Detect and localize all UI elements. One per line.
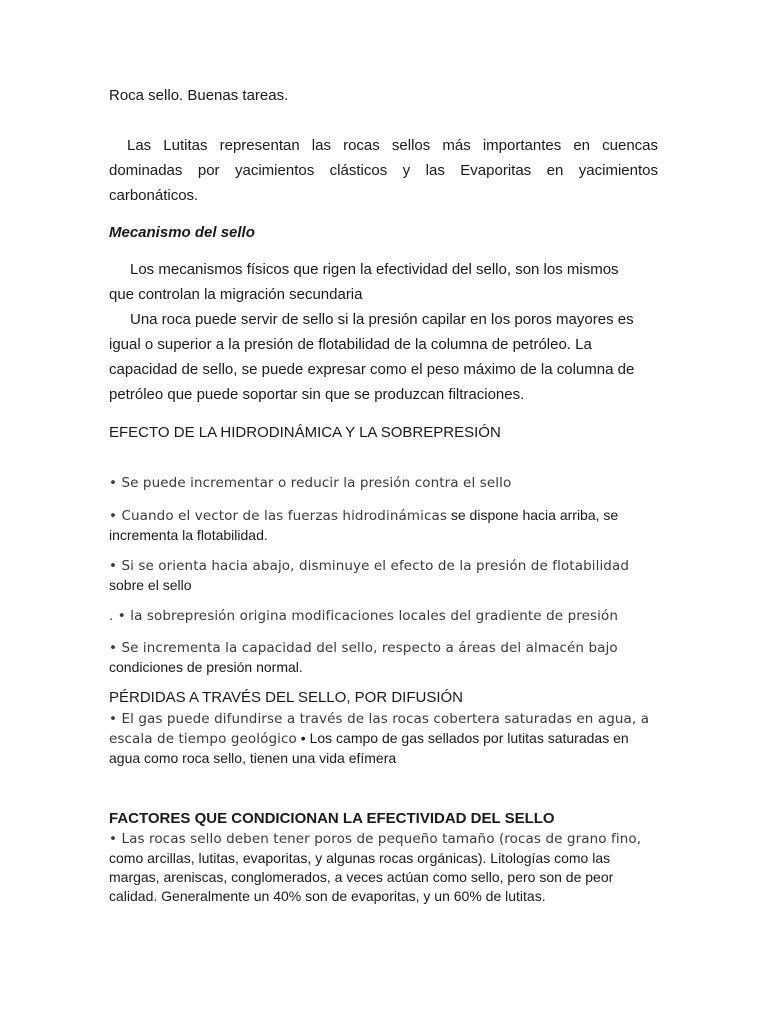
factores-paragraph: [109, 829, 658, 906]
intro-line-3: carbonáticos.: [109, 187, 199, 204]
efecto-bullet-5: [109, 638, 658, 677]
factores-part-a: • Las rocas sello deben tener poros de pequeño tamaño (rocas de grano fino,: [109, 831, 642, 847]
efecto-bullet-2: [109, 506, 658, 545]
efecto-heading: EFECTO DE LA HIDRODINÁMICA Y LA SOBREPRESIÓN: [109, 424, 501, 441]
efecto-bullet-3-part-b: sobre el sello: [109, 577, 192, 593]
mecanismo-heading: Mecanismo del sello: [109, 224, 255, 241]
factores-heading: FACTORES QUE CONDICIONAN LA EFECTIVIDAD DEL SELLO: [109, 810, 555, 827]
efecto-bullet-5-part-a: • Se incrementa la capacidad del sello, respecto a áreas del almacén bajo: [109, 640, 618, 656]
perdidas-part-b: • Los campo de gas sellados por lutitas saturadas en agua como roca sello, tienen una vida efímera: [109, 730, 629, 766]
intro-paragraph: [109, 133, 658, 208]
efecto-bullet-3-part-a: • Si se orienta hacia abajo, disminuye el efecto de la presión de flotabilidad: [109, 558, 630, 574]
mecanismo-p2-line-2: igual o superior a la presión de flotabilidad de la columna de petróleo. La: [109, 336, 592, 353]
efecto-bullet-4: . • la sobrepresión origina modificaciones locales del gradiente de presión: [109, 608, 619, 624]
mecanismo-p1-line-2: que controlan la migración secundaria: [109, 286, 363, 303]
factores-part-b: como arcillas, lutitas, evaporitas, y algunas rocas orgánicas). Litologías como las margas, areniscas, conglomerados, a veces actúan como sello, pero son de peor calidad. Generalmente un 40% son de evaporitas, y un 60% de lutitas.: [109, 850, 614, 904]
perdidas-paragraph: [109, 709, 658, 768]
perdidas-heading: PÉRDIDAS A TRAVÉS DEL SELLO, POR DIFUSIÓN: [109, 689, 463, 706]
mecanismo-p2-line-4: petróleo que puede soportar sin que se produzcan filtraciones.: [109, 386, 525, 403]
intro-line-2: dominadas por yacimientos clásticos y las Evaporitas en yacimientos: [109, 162, 658, 179]
intro-line-1: Las Lutitas representan las rocas sellos más importantes en cuencas: [127, 137, 658, 154]
mecanismo-paragraph-2: [109, 307, 658, 407]
efecto-bullet-2-part-a: • Cuando el vector de las fuerzas hidrodinámicas: [109, 508, 447, 524]
efecto-bullet-1: • Se puede incrementar o reducir la presión contra el sello: [109, 475, 512, 491]
document-title: Roca sello. Buenas tareas.: [109, 87, 289, 104]
mecanismo-paragraph-1: [109, 257, 658, 307]
efecto-bullet-3: [109, 556, 658, 595]
mecanismo-p1-line-1: Los mecanismos físicos que rigen la efectividad del sello, son los mismos: [130, 261, 619, 278]
efecto-bullet-5-part-b: condiciones de presión normal.: [109, 659, 303, 675]
mecanismo-p2-line-1: Una roca puede servir de sello si la presión capilar en los poros mayores es: [130, 311, 634, 328]
efecto-bullet-2-part-b: se dispone hacia arriba, se incrementa la flotabilidad.: [109, 507, 619, 543]
perdidas-part-a: • El gas puede difundirse a través de las rocas cobertera saturadas en agua, a escala de tiempo geológico: [109, 711, 650, 747]
mecanismo-p2-line-3: capacidad de sello, se puede expresar como el peso máximo de la columna de: [109, 361, 635, 378]
